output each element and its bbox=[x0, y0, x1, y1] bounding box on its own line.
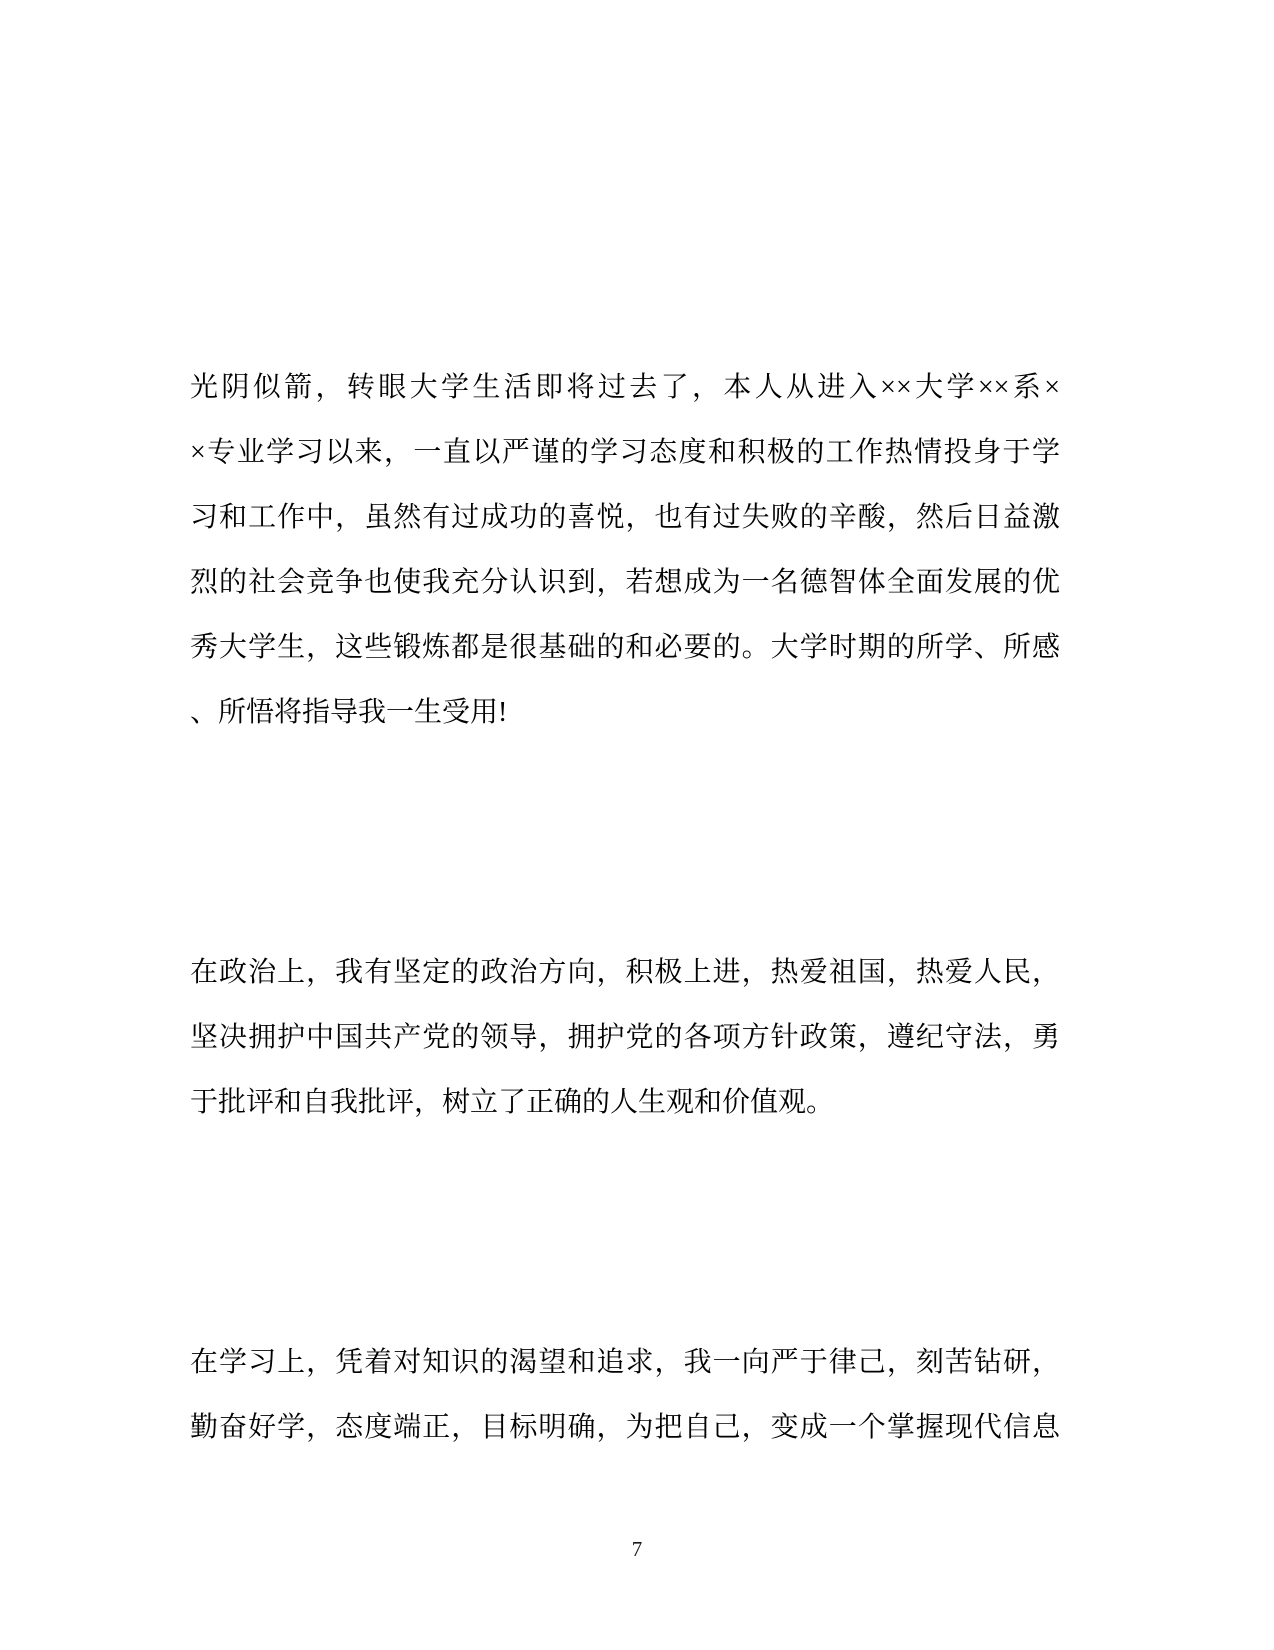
page-number: 7 bbox=[631, 1537, 643, 1561]
text-line: 勤奋好学，态度端正，目标明确，为把自己，变成一个掌握现代信息 bbox=[190, 1412, 1060, 1443]
text-line: 秀大学生，这些锻炼都是很基础的和必要的。大学时期的所学、所感 bbox=[190, 632, 1060, 663]
text-line: 坚决拥护中国共产党的领导，拥护党的各项方针政策，遵纪守法，勇 bbox=[190, 1022, 1060, 1053]
text-block bbox=[190, 355, 1060, 1650]
text-line: 习和工作中，虽然有过成功的喜悦，也有过失败的辛酸，然后日益激 bbox=[190, 502, 1060, 533]
text-line: 在政治上，我有坚定的政治方向，积极上进，热爱祖国，热爱人民， bbox=[190, 957, 1060, 988]
text-line: 于批评和自我批评，树立了正确的人生观和价值观。 bbox=[190, 1087, 835, 1118]
text-line: 烈的社会竞争也使我充分认识到，若想成为一名德智体全面发展的优 bbox=[190, 567, 1060, 598]
text-line: 在学习上，凭着对知识的渴望和追求，我一向严于律己，刻苦钻研， bbox=[190, 1347, 1060, 1378]
paragraph-study bbox=[190, 1330, 1060, 1460]
text-line: ×专业学习以来，一直以严谨的学习态度和积极的工作热情投身于学 bbox=[190, 437, 1060, 468]
paragraph-politics bbox=[190, 940, 1060, 1135]
text-line: 光阴似箭，转眼大学生活即将过去了，本人从进入××大学××系× bbox=[190, 372, 1060, 403]
text-line: 、所悟将指导我一生受用! bbox=[190, 697, 508, 728]
paragraph-intro bbox=[190, 355, 1060, 745]
